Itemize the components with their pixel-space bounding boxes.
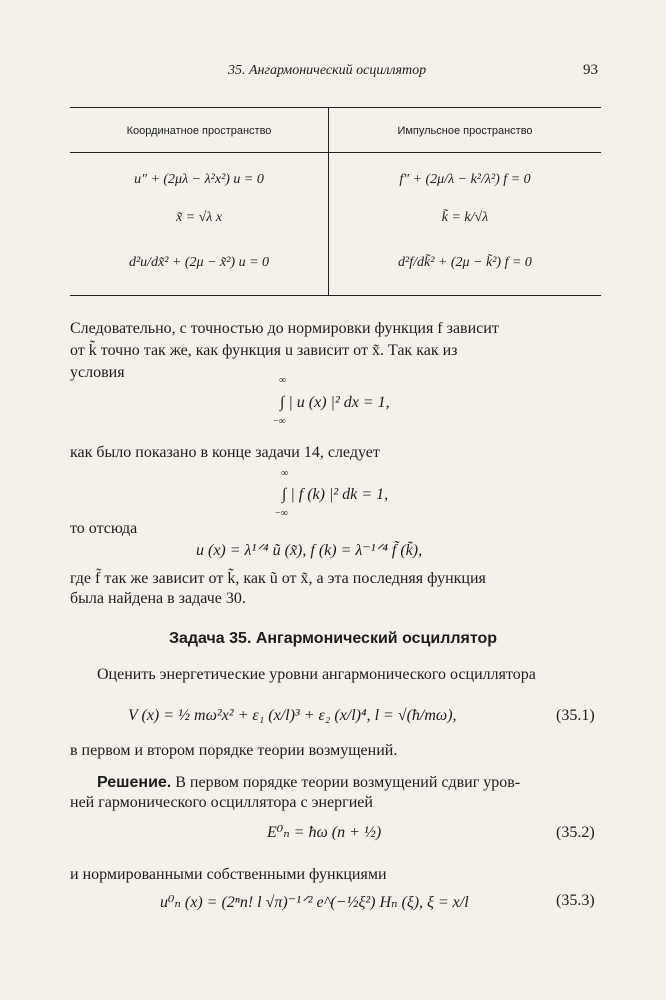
paragraph-line: Следовательно, с точностью до нормировки функция f зависит	[70, 320, 499, 337]
solution-label: Решение.	[97, 774, 172, 791]
left-eq-1: u″ + (2μλ − λ²x²) u = 0	[134, 172, 264, 187]
equation-number: (35.3)	[556, 892, 595, 909]
paragraph-line: то отсюда	[70, 520, 138, 537]
solution-line	[97, 772, 520, 794]
paragraph-line: как было показано в конце задачи 14, следует	[70, 444, 380, 461]
eigenfunction-equation: u⁰ₙ (x) = (2ⁿn! l √π)⁻¹ᐟ² e^(−½ξ²) Hₙ (ξ), ξ = x/l	[160, 894, 469, 911]
normalization-integral-x: ∫ | u (x) |² dx = 1,	[280, 394, 390, 411]
paragraph-line: ней гармонического осциллятора с энергией	[70, 794, 373, 811]
right-eq-3: d²f/dk̃² + (2μ − k̃²) f = 0	[398, 255, 532, 270]
page-number: 93	[583, 62, 598, 78]
problem-title: Задача 35. Ангармонический осциллятор	[168, 630, 498, 647]
energy-equation: E⁰ₙ = ħω (n + ½)	[267, 824, 382, 841]
left-eq-2: x̃ = √λ x	[175, 210, 223, 225]
integral-lower-limit: −∞	[273, 416, 286, 427]
paragraph-line: в первом и втором порядке теории возмущений.	[70, 742, 398, 759]
left-eq-3: d²u/dx̃² + (2μ − x̃²) u = 0	[128, 255, 270, 270]
running-title: 35. Ангармонический осциллятор	[228, 63, 427, 78]
paragraph-line: и нормированными собственными функциями	[70, 866, 387, 883]
integral-lower-limit: −∞	[275, 508, 288, 519]
left-column-heading: Координатное пространство	[126, 125, 272, 137]
right-eq-2: k̃ = k/√λ	[441, 210, 489, 225]
equation-number: (35.2)	[556, 824, 595, 841]
table-top-rule	[70, 107, 601, 108]
paragraph-line: была найдена в задаче 30.	[70, 590, 246, 607]
problem-statement: Оценить энергетические уровни ангармонического осциллятора	[97, 666, 536, 683]
paragraph-line: от k̃ точно так же, как функция u зависит от x̃. Так как из	[70, 342, 458, 359]
right-column-heading: Импульсное пространство	[397, 125, 533, 137]
table-divider	[328, 107, 329, 295]
equation-number: (35.1)	[556, 707, 595, 724]
integral-upper-limit: ∞	[279, 375, 287, 386]
potential-equation: V (x) = ½ mω²x² + ε₁ (x/l)³ + ε₂ (x/l)⁴, l = √(ħ/mω),	[128, 707, 457, 724]
scaling-relation: u (x) = λ¹ᐟ⁴ ũ (x̃), f (k) = λ⁻¹ᐟ⁴ f̃ (k̃),	[196, 542, 423, 559]
right-eq-1: f″ + (2μ/λ − k²/λ²) f = 0	[399, 172, 531, 187]
solution-text: В первом порядке теории возмущений сдвиг уров-	[175, 774, 521, 791]
integral-upper-limit: ∞	[281, 468, 289, 479]
table-header-rule	[70, 152, 601, 153]
paragraph-line: условия	[70, 364, 125, 381]
normalization-integral-k: ∫ | f (k) |² dk = 1,	[282, 486, 389, 503]
paragraph-line: где f̃ так же зависит от k̃, как ũ от x̃, а эта последняя функция	[70, 570, 486, 587]
table-bottom-rule	[70, 295, 601, 296]
